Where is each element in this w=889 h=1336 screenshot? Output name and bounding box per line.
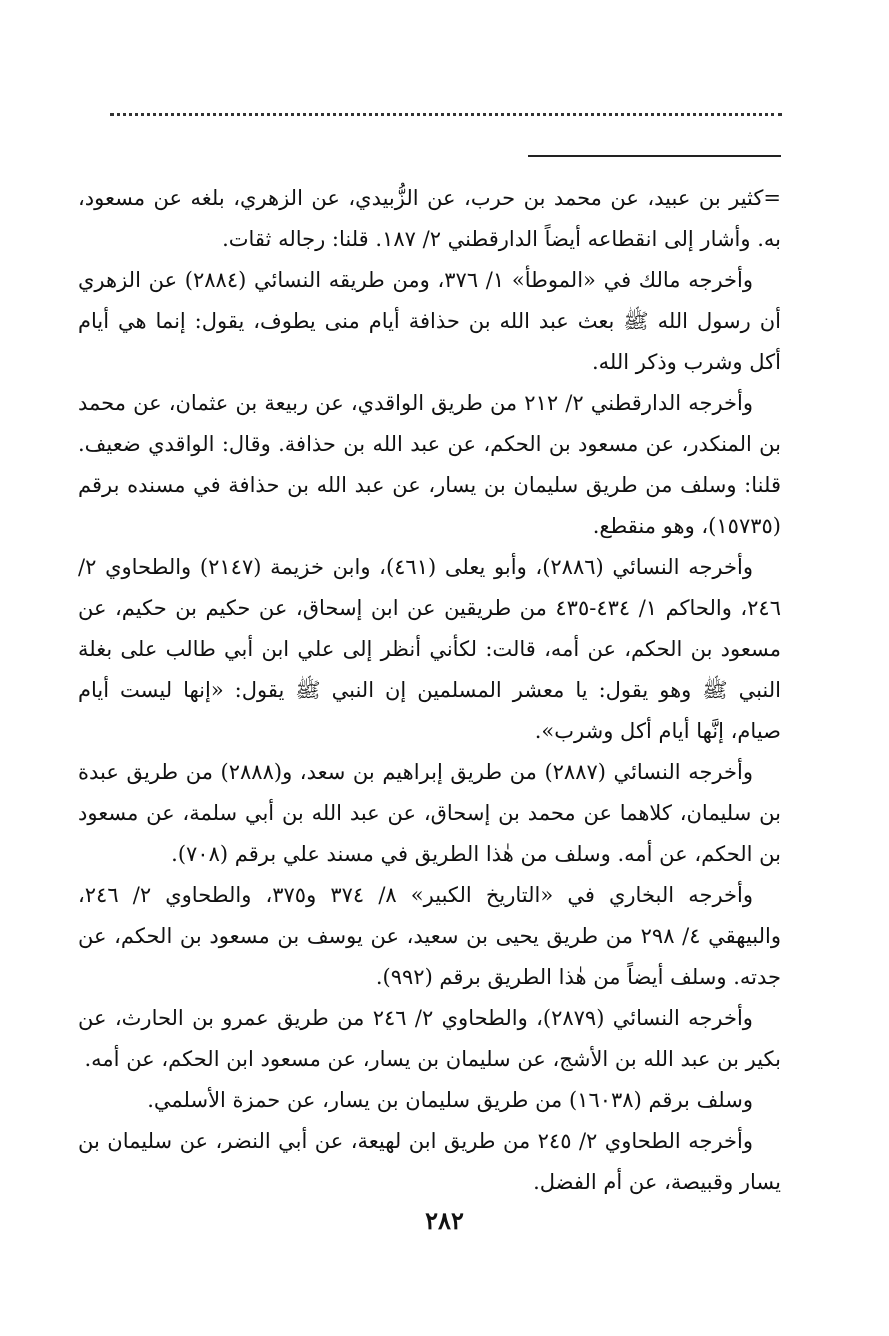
footnote-paragraph: وسلف برقم (١٦٠٣٨) من طريق سليمان بن يسار، عن حمزة الأسلمي. [147, 1088, 753, 1112]
footnote-paragraph: وأخرجه الطحاوي ٢/ ٢٤٥ من طريق ابن لهيعة، عن أبي النضر، عن سليمان بن يسار وقبيصة، عن أم الفضل. [78, 1129, 781, 1194]
footnote-paragraph: =كثير بن عبيد، عن محمد بن حرب، عن الزُّبيدي، عن الزهري، بلغه عن مسعود، به. وأشار إلى انقطاعه أيضاً الدارقطني ٢/ ١٨٧. قلنا: رجاله ثقات. [78, 186, 781, 251]
footnote-text [78, 178, 781, 1203]
footnote-paragraph: وأخرجه مالك في «الموطأ» ١/ ٣٧٦، ومن طريقه النسائي (٢٨٨٤) عن الزهري أن رسول الله ﷺ بعث عبد الله بن حذافة أيام منى يطوف، يقول: إنما هي أيام أكل وشرب وذكر الله. [78, 268, 781, 374]
footnote-paragraph: وأخرجه النسائي (٢٨٧٩)، والطحاوي ٢/ ٢٤٦ من طريق عمرو بن الحارث، عن بكير بن عبد الله بن الأشج، عن سليمان بن يسار، عن مسعود ابن الحكم، عن أمه. [78, 1006, 781, 1071]
dotted-separator [110, 113, 782, 116]
footnote-rule [528, 155, 781, 157]
footnote-paragraph: وأخرجه النسائي (٢٨٨٧) من طريق إبراهيم بن سعد، و(٢٨٨٨) من طريق عبدة بن سليمان، كلاهما عن محمد بن إسحاق، عن عبد الله بن أبي سلمة، عن مسعود بن الحكم، عن أمه. وسلف من هٰذا الطريق في مسند علي برقم (٧٠٨). [78, 760, 781, 866]
footnote-paragraph: وأخرجه النسائي (٢٨٨٦)، وأبو يعلى (٤٦١)، وابن خزيمة (٢١٤٧) والطحاوي ٢/ ٢٤٦، والحاكم ١/ ٤٣٤-٤٣٥ من طريقين عن ابن إسحاق، عن حكيم بن حكيم، عن مسعود بن الحكم، عن أمه، قالت: لكأني أنظر إلى علي ابن أبي طالب على بغلة النبي ﷺ وهو يقول: يا معشر المسلمين إن النبي ﷺ يقول: «إنها ليست أيام صيام، إنَّها أيام أكل وشرب». [78, 555, 781, 743]
footnote-paragraph: وأخرجه البخاري في «التاريخ الكبير» ٨/ ٣٧٤ و٣٧٥، والطحاوي ٢/ ٢٤٦، والبيهقي ٤/ ٢٩٨ من طريق يحيى بن سعيد، عن يوسف بن مسعود بن الحكم، عن جدته. وسلف أيضاً من هٰذا الطريق برقم (٩٩٢). [78, 883, 781, 989]
page-number: ٢٨٢ [425, 1206, 464, 1235]
footnote-paragraph: وأخرجه الدارقطني ٢/ ٢١٢ من طريق الواقدي، عن ربيعة بن عثمان، عن محمد بن المنكدر، عن مسعود بن الحكم، عن عبد الله بن حذافة. وقال: الواقدي ضعيف. قلنا: وسلف من طريق سليمان بن يسار، عن عبد الله بن حذافة في مسنده برقم (١٥٧٣٥)، وهو منقطع. [78, 391, 781, 538]
